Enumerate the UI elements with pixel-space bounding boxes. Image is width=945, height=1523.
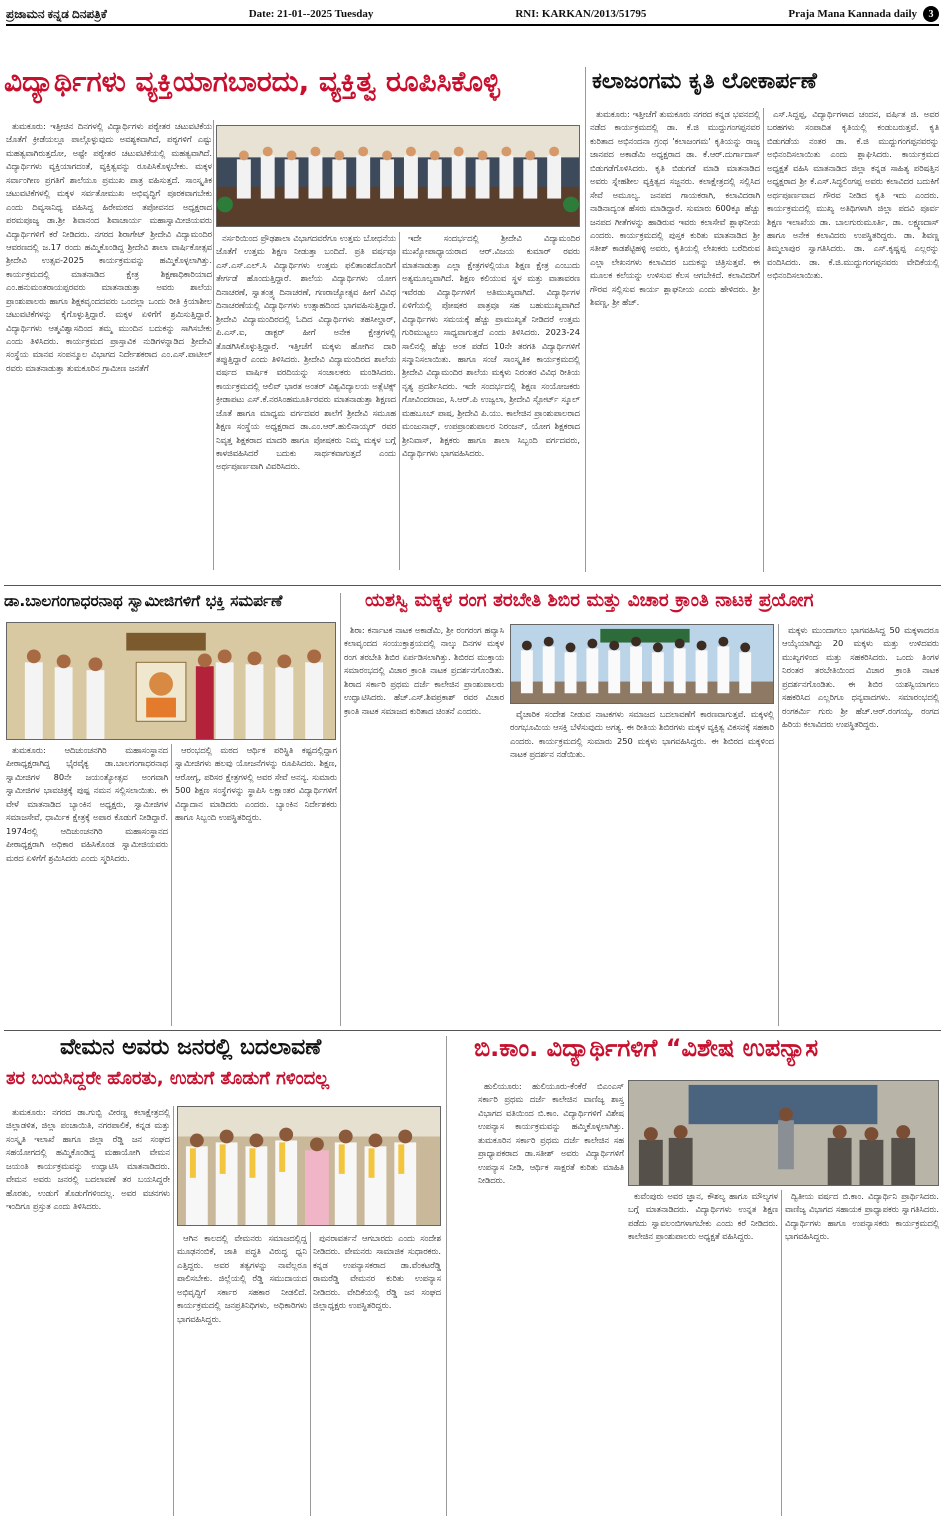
story2-col2-text: ಎಸ್.ಸಿದ್ದಪ್ಪ, ವಿದ್ಯಾರ್ಥಿಗಳಾದ ಚಂದನ, ವರ್ಷಿತ ಜಿ. ಅವರ ಬರಹಗಳು ಸಂಪಾದಿತ ಕೃತಿಯಲ್ಲಿ ಕಂಡುಬರುತ್ತವೆ. ಕೃತಿ ಬಿಡುಗಡೆಯ ನಂತರ ಡಾ. ಕೆ.ಜಿ ಮುದ್ದುಗಂಗಪ್ಪನವರನ್ನು ಅಭಿನಂದಿಸಲಾಯಿತು ಎಂದು ಶ್ಲಾಘಿಸಿದರು. ಕಾರ್ಯಕ್ರಮದ ಅಧ್ಯಕ್ಷತೆ ವಹಿಸಿ ಮಾತನಾಡಿದ ಜಿಲ್ಲಾ ಕನ್ನಡ ಸಾಹಿತ್ಯ ಪರಿಷತ್ತಿನ ಅಧ್ಯಕ್ಷರಾದ ಶ್ರೀ ಕೆ.ಎಸ್.ಸಿದ್ಧಲಿಂಗಪ್ಪ ಅವರು ಕಲಾವಿದರ ಬದುಕಿಗೆ ಅರ್ಥಪೂರ್ಣವಾದ ಗೌರವ ನೀಡಿದ ಕೃತಿ ಇದು ಎಂದರು. ಕಾರ್ಯಕ್ರಮದಲ್ಲಿ ಮುಖ್ಯ ಅತಿಥಿಗಳಾಗಿ ಜಿಲ್ಲಾ ಪದವಿ ಪೂರ್ವ ಶಿಕ್ಷಣ ಇಲಾಖೆಯ ಡಾ. ಬಾಲಗುರುಮೂರ್ತಿ, ಡಾ. ಲಕ್ಷ್ಮಣದಾಸ್ ಹಾಗೂ ಅನೇಕ ಕಲಾವಿದರು ಉಪಸ್ಥಿತರಿದ್ದರು. ಡಾ. ಶಿವಣ್ಣ ತಿಮ್ಮಲಾಪುರ ಸ್ವಾಗತಿಸಿದರು. ಡಾ. ಎಸ್.ಕೃಷ್ಣಪ್ಪ ಎಲ್ಲರನ್ನು ವಂದಿಸಿದರು. ಡಾ. ಕೆ.ಜಿ.ಮುದ್ದುಗಂಗಪ್ಪನವರು ವೇದಿಕೆಯಲ್ಲಿ ಅಭಿನಂದಿಸಲಾಯಿತು. xyxy=(767,109,939,281)
story3-column-2 xyxy=(175,744,337,1026)
column-rule xyxy=(340,593,341,1026)
story3-col1-text: ತುಮಕೂರು: ಆದಿಚುಂಚನಗಿರಿ ಮಹಾಸಂಸ್ಥಾನದ ಪೀಠಾಧ್ಯಕ್ಷರಾಗಿದ್ದ ಭೈರವೈಕ್ಯ ಡಾ.ಬಾಲಗಂಗಾಧರನಾಥ ಸ್ವಾಮೀಜಿಗಳ 80ನೇ ಜಯಂತ್ಯೋತ್ಸವ ಅಂಗವಾಗಿ ಸ್ವಾಮೀಜಿಗಳ ಭಾವಚಿತ್ರಕ್ಕೆ ಪುಷ್ಪ ನಮನ ಸಲ್ಲಿಸಲಾಯಿತು. ಈ ವೇಳೆ ಮಾತನಾಡಿದ ಬ್ಯಾಂಕಿನ ಅಧ್ಯಕ್ಷರು, ಸ್ವಾಮೀಜಿಗಳ ಸಮಾಜಸೇವೆ, ಧಾರ್ಮಿಕ ಕ್ಷೇತ್ರಕ್ಕೆ ಅಪಾರ ಕೊಡುಗೆ ನೀಡಿದ್ದಾರೆ. 1974ರಲ್ಲಿ ಆದಿಚುಂಚನಗಿರಿ ಮಹಾಸಂಸ್ಥಾನದ ಪೀಠಾಧ್ಯಕ್ಷರಾಗಿ ಅಧಿಕಾರ ವಹಿಸಿಕೊಂಡ ಸ್ವಾಮೀಜಿಯವರು ಮಠದ ಏಳಿಗೆಗೆ ಶ್ರಮಿಸಿದರು ಎಂದು ಸ್ಮರಿಸಿದರು. xyxy=(6,745,168,863)
story6-column-2 xyxy=(628,1190,778,1516)
column-rule xyxy=(446,1036,447,1516)
story3-column-1 xyxy=(6,744,168,1026)
section-rule xyxy=(4,1030,941,1031)
story6-column-3 xyxy=(785,1190,939,1516)
story4-headline: ಯಶಸ್ವಿ ಮಕ್ಕಳ ರಂಗ ತರಬೇತಿ ಶಿಬಿರ ಮತ್ತು ವಿಚಾರ ಕ್ರಾಂತಿ ನಾಟಕ ಪ್ರಯೋಗ xyxy=(365,591,814,611)
story4-col3-text: ಮಕ್ಕಳು ಮುಂದಾಗಲು ಭಾಗವಹಿಸಿದ್ದ 50 ಮಕ್ಕಳಾದರೂ ಆಯ್ಕೆಯಾಗಿದ್ದು 20 ಮಕ್ಕಳು ಮತ್ತು ಉಳಿದವರು ಮುಖ್ಯಗಳಿಂದ ಮತ್ತು ಸಹಕರಿಸಿದರು. ಒಂದು ತಿಂಗಳ ನಿರಂತರ ತರಬೇತಿಯಿಂದ ವಿಚಾರ ಕ್ರಾಂತಿ ನಾಟಕ ಪ್ರದರ್ಶನಗೊಂಡಿತು. ಈ ಶಿಬಿರ ಯಶಸ್ವಿಯಾಗಲು ಸಹಕರಿಸಿದ ಎಲ್ಲರಿಗೂ ಧನ್ಯವಾದಗಳು. ಸಮಾರಂಭದಲ್ಲಿ ರಂಗಕರ್ಮಿ ಗುರು ಶ್ರೀ ಹೆಚ್.ಆರ್.ರಂಗಯ್ಯ, ರಂಗದ ಹಿರಿಯ ಕಲಾವಿದರು ಉಪಸ್ಥಿತರಿದ್ದರು. xyxy=(782,625,939,730)
section-rule xyxy=(4,585,941,586)
story6-col3-text: ದ್ವಿತೀಯ ವರ್ಷದ ಬಿ.ಕಾಂ. ವಿದ್ಯಾರ್ಥಿನಿ ಪ್ರಾರ್ಥಿಸಿದರು. ವಾಣಿಜ್ಯ ವಿಭಾಗದ ಸಹಾಯಕ ಪ್ರಾಧ್ಯಾಪಕರು ಸ್ವಾಗತಿಸಿದರು. ವಿದ್ಯಾರ್ಥಿಗಳು ಹಾಗೂ ಉಪನ್ಯಾಸಕರು ಕಾರ್ಯಕ್ರಮದಲ್ಲಿ ಭಾಗವಹಿಸಿದ್ದರು. xyxy=(785,1191,939,1242)
column-rule xyxy=(310,1232,311,1516)
story6-col1-text: ಹುಲಿಯೂರು: ಹುಲಿಯೂರು-ಕೆಂಕೆರೆ ಬಿಎಂಎಸ್ ಸರ್ಕಾರಿ ಪ್ರಥಮ ದರ್ಜೆ ಕಾಲೇಜಿನ ವಾಣಿಜ್ಯ ಶಾಸ್ತ್ರ ವಿಭಾಗದ ವತಿಯಿಂದ ಬಿ.ಕಾಂ. ವಿದ್ಯಾರ್ಥಿಗಳಿಗೆ ವಿಶೇಷ ಉಪನ್ಯಾಸ ಕಾರ್ಯಕ್ರಮವನ್ನು ಹಮ್ಮಿಕೊಳ್ಳಲಾಗಿತ್ತು. ತುಮಕೂರಿನ ಸರ್ಕಾರಿ ಪ್ರಥಮ ದರ್ಜೆ ಕಾಲೇಜಿನ ಸಹ ಪ್ರಾಧ್ಯಾಪಕರಾದ ಡಾ.ಸತೀಶ್ ಅವರು ವಿದ್ಯಾರ್ಥಿಗಳಿಗೆ ಉಪನ್ಯಾಸ ನೀಡಿ, ಆರ್ಥಿಕ ಸಾಕ್ಷರತೆ ಕುರಿತು ಮಾಹಿತಿ ನೀಡಿದರು. xyxy=(478,1081,624,1186)
story1-col2-text: ನರ್ಸರಿಯಿಂದ ಪ್ರೌಢಶಾಲಾ ವಿಭಾಗದವರೆಗೂ ಉತ್ತಮ ಬೋಧನೆಯ ಜೊತೆಗೆ ಉತ್ತಮ ಶಿಕ್ಷಣ ನೀಡುತ್ತಾ ಬಂದಿದೆ. ಪ್ರತಿ ವರ್ಷವೂ ಎಸ್.ಎಸ್.ಎಲ್.ಸಿ ವಿದ್ಯಾರ್ಥಿಗಳು ಉತ್ತಮ ಫಲಿತಾಂಶದೊಂದಿಗೆ ತೇರ್ಗಡೆ ಹೊಂದುತ್ತಿದ್ದಾರೆ. ಶಾಲೆಯ ವಿದ್ಯಾರ್ಥಿಗಳು ಯೋಗ ದಿನಾಚರಣೆ, ಸ್ವಾತಂತ್ರ್ಯ ದಿನಾಚರಣೆ, ಗಣರಾಜ್ಯೋತ್ಸವ ಹೀಗೆ ವಿವಿಧ ದಿನಾಚರಣೆಯಲ್ಲಿ ವಿದ್ಯಾರ್ಥಿಗಳು ಉತ್ಸಾಹದಿಂದ ಭಾಗವಹಿಸುತ್ತಿದ್ದಾರೆ. ಶ್ರೀದೇವಿ ವಿದ್ಯಾಮಂದಿರದಲ್ಲಿ ಓದಿದ ವಿದ್ಯಾರ್ಥಿಗಳು ತಹಸೀಲ್ದಾರ್, ಪಿ.ಎಸ್.ಐ, ಡಾಕ್ಟರ್ ಹೀಗೆ ಅನೇಕ ಕ್ಷೇತ್ರಗಳಲ್ಲಿ ತೊಡಗಿಸಿಕೊಳ್ಳುತ್ತಿದ್ದಾರೆ. ಇತ್ತೀಚೆಗೆ ಮಕ್ಕಳು ಹೋಗಿನ ದಾರಿ ತಪ್ಪುತ್ತಿದ್ದಾರೆ ಎಂದು ತಿಳಿಸಿದರು. ಶ್ರೀದೇವಿ ವಿದ್ಯಾಮಂದಿರದ ಶಾಲೆಯ ವರ್ಷದ ವಾರ್ಷಿಕ ವರದಿಯನ್ನು ಸಂಚಾಲಕರು ಮಂಡಿಸಿದರು. ಕಾರ್ಯಕ್ರಮದಲ್ಲಿ ಆಲಿವ್ ಭಾರತ ಅಂತರ್ ವಿಶ್ವವಿದ್ಯಾಲಯ ಅತ್ಲೆಟಿಕ್ಸ್ ಕ್ರೀಡಾಪಟು ಎಸ್.ಕೆ.ನರಸಿಂಹಮೂರ್ತಿರವರು ಮಾತನಾಡುತ್ತಾ ಶಿಕ್ಷಣದ ಜೊತೆ ಹಾಗೂ ಮಾಧ್ಯಮ ವರ್ಗದವರ ಶಾಲೆಗೆ ಶ್ರೀದೇವಿ ಸಮೂಹ ಶಿಕ್ಷಣ ಸಂಸ್ಥೆಯ ಅಧ್ಯಕ್ಷರಾದ ಡಾ.ಎಂ.ಆರ್.ಹುಲಿನಾಯ್ಕರ್ ರವರ ನಿವೃತ್ತ ಶಿಕ್ಷಕರಾದ ಮಾದರಿ ಹಾಗೂ ಪೋಷಕರು ನಿಮ್ಮ ಮಕ್ಕಳ ಬಗ್ಗೆ ಕಾಳಜಿವಹಿಸಿದರೆ ಬದುಕು ಸಾರ್ಥಕವಾಗುತ್ತದೆ ಎಂದು ಅರ್ಥಪೂರ್ಣವಾಗಿ ವಿವರಿಸಿದರು. xyxy=(216,233,396,472)
story2-col1-text: ತುಮಕೂರು: ಇತ್ತೀಚೆಗೆ ತುಮಕೂರು ನಗರದ ಕನ್ನಡ ಭವನದಲ್ಲಿ ನಡೆದ ಕಾರ್ಯಕ್ರಮದಲ್ಲಿ ಡಾ. ಕೆ.ಜಿ ಮುದ್ದುಗಂಗಪ್ಪನವರ ಕುರಿತಾದ ಅಭಿನಂದನಾ ಗ್ರಂಥ 'ಕಲಾಜಂಗಮ' ಕೃತಿಯನ್ನು ರಾಜ್ಯ ಜಾನಪದ ಅಕಾಡೆಮಿ ಅಧ್ಯಕ್ಷರಾದ ಡಾ. ಕೆ.ಆರ್.ದುರ್ಗಾದಾಸ್ ಬಿಡುಗಡೆಗೊಳಿಸಿದರು. ಕೃತಿ ಬಿಡುಗಡೆ ಮಾಡಿ ಮಾತನಾಡಿದ ಅವರು ಸ್ನೇಹಶೀಲ ವ್ಯಕ್ತಿತ್ವದ ಸಜ್ಜನರು. ಕಲಾಕ್ಷೇತ್ರದಲ್ಲಿ ಸಲ್ಲಿಸಿದ ಸೇವೆ ಅಮೂಲ್ಯ. ಜನಪದ ಗಾಯಕರಾಗಿ, ಕಲಾವಿದರಾಗಿ ನಾಡಿನಾದ್ಯಂತ ಹೆಸರು ಮಾಡಿದ್ದಾರೆ. ಸುಮಾರು 600ಕ್ಕೂ ಹೆಚ್ಚು ಜನಪದ ಗೀತೆಗಳನ್ನು ಹಾಡಿರುವ ಇವರು ಕಲಾಸೇವೆ ಶ್ಲಾಘನೀಯ ಎಂದರು. ಕಾರ್ಯಕ್ರಮದಲ್ಲಿ ಪುಸ್ತಕ ಕುರಿತು ಮಾತನಾಡಿದ ಶ್ರೀ ಸತೀಶ್ ಕಾಡಶೆಟ್ಟಿಹಳ್ಳಿ ಅವರು, ಕೃತಿಯಲ್ಲಿ ಲೇಖಕರು ಬರೆದಿರುವ ಎಲ್ಲಾ ಲೇಖನಗಳು ಕಲಾವಿದರ ಬದುಕನ್ನು ಚಿತ್ರಿಸುತ್ತವೆ. ಈ ಮೂಲಕ ಕಲೆಯನ್ನು ಉಳಿಸುವ ಕೆಲಸ ಆಗಬೇಕಿದೆ. ಕಲಾವಿದರಿಗೆ ಗೌರವ ಸಲ್ಲಿಸುವ ಕಾರ್ಯ ಶ್ಲಾಘನೀಯ ಎಂದು ಹೇಳಿದರು. ಶ್ರೀ ಶಿವಣ್ಣ, ಶ್ರೀ ಹೆಚ್. xyxy=(590,109,760,308)
story5-col2-text: ಆಗಿನ ಕಾಲದಲ್ಲಿ ವೇಮನರು ಸಮಾಜದಲ್ಲಿದ್ದ ಮೂಢನಂಬಿಕೆ, ಜಾತಿ ಪದ್ಧತಿ ವಿರುದ್ಧ ಧ್ವನಿ ಎತ್ತಿದ್ದರು. ಅವರ ತತ್ವಗಳನ್ನು ನಾವೆಲ್ಲರೂ ಪಾಲಿಸಬೇಕು. ಜಿಲ್ಲೆಯಲ್ಲಿ ರೆಡ್ಡಿ ಸಮುದಾಯದ ಅಭಿವೃದ್ಧಿಗೆ ಸರ್ಕಾರ ಸಹಕಾರ ನೀಡಲಿದೆ. ಕಾರ್ಯಕ್ರಮದಲ್ಲಿ ಜನಪ್ರತಿನಿಧಿಗಳು, ಅಧಿಕಾರಿಗಳು ಭಾಗವಹಿಸಿದ್ದರು. xyxy=(177,1233,307,1324)
story6-headline: ಬಿ.ಕಾಂ. ವಿದ್ಯಾರ್ಥಿಗಳಿಗೆ “ವಿಶೇಷ ಉಪನ್ಯಾಸ xyxy=(474,1036,819,1062)
story4-column-2 xyxy=(510,708,774,1026)
story5-photo xyxy=(177,1106,441,1226)
column-rule xyxy=(781,1190,782,1516)
story4-column-3 xyxy=(782,624,939,1026)
story5-col3-text: ಪುನರಾವರ್ತನೆ ಆಗಬಾರದು ಎಂದು ಸಂದೇಶ ನೀಡಿದರು. ವೇಮನರು ಸಾಮಾಜಿಕ ಸುಧಾರಕರು. ಕನ್ನಡ ಉಪನ್ಯಾಸಕರಾದ ಡಾ.ವೆಂಕಟರೆಡ್ಡಿ ರಾಮರೆಡ್ಡಿ ವೇಮನರ ಕುರಿತು ಉಪನ್ಯಾಸ ನೀಡಿದರು. ವೇದಿಕೆಯಲ್ಲಿ ರೆಡ್ಡಿ ಜನ ಸಂಘದ ಜಿಲ್ಲಾಧ್ಯಕ್ಷರು ಉಪಸ್ಥಿತರಿದ್ದರು. xyxy=(313,1233,441,1311)
story4-column-1 xyxy=(344,624,504,1026)
story1-photo xyxy=(216,125,580,227)
issue-date: Date: 21-01--2025 Tuesday xyxy=(248,8,374,20)
story4-col1-text: ಶಿರಾ: ಕರ್ನಾಟಕ ನಾಟಕ ಅಕಾಡೆಮಿ, ಶ್ರೀ ರಂಗರಂಗ ಹವ್ಯಾಸಿ ಕಲಾವೃಂದದ ಸಂಯುಕ್ತಾಶ್ರಯದಲ್ಲಿ ನಾಲ್ಕು ದಿನಗಳ ಮಕ್ಕಳ ರಂಗ ತರಬೇತಿ ಶಿಬಿರ ಏರ್ಪಡಿಸಲಾಗಿತ್ತು. ಶಿಬಿರದ ಮುಕ್ತಾಯ ಸಮಾರಂಭದಲ್ಲಿ ವಿಚಾರ ಕ್ರಾಂತಿ ನಾಟಕ ಪ್ರದರ್ಶನಗೊಂಡಿತು. ಶಿರಾದ ಸರ್ಕಾರಿ ಪ್ರಥಮ ದರ್ಜೆ ಕಾಲೇಜಿನ ಪ್ರಾಂಶುಪಾಲರು ಉದ್ಘಾಟಿಸಿದರು. ಹೆಚ್.ಎಸ್.ಶಿವಪ್ರಕಾಶ್ ರವರ ವಿಚಾರ ಕ್ರಾಂತಿ ನಾಟಕ ಸಮಾಜದ ಕುರಿತಾದ ಚಿಂತನೆ ಎಂದರು. xyxy=(344,625,504,716)
column-rule xyxy=(399,232,400,570)
story2-column-2 xyxy=(767,108,939,572)
story6-photo xyxy=(628,1080,939,1186)
column-rule xyxy=(585,67,586,572)
story5-subhead: ತರ ಬಯಸಿದ್ದರೇ ಹೊರತು, ಉಡುಗೆ ತೊಡುಗೆ ಗಳಿಂದಲ್ಲ xyxy=(6,1070,330,1089)
column-rule xyxy=(171,744,172,1026)
story1-column-1 xyxy=(6,120,212,570)
page-number: 3 xyxy=(923,6,939,22)
newspaper-name: Praja Mana Kannada daily xyxy=(788,8,917,20)
story3-col2-text: ಆರಂಭದಲ್ಲಿ ಮಠದ ಆರ್ಥಿಕ ಪರಿಸ್ಥಿತಿ ಕಷ್ಟದಲ್ಲಿದ್ದಾಗ ಸ್ವಾಮೀಜಿಗಳು ಹಲವು ಯೋಜನೆಗಳನ್ನು ರೂಪಿಸಿದರು. ಶಿಕ್ಷಣ, ಆರೋಗ್ಯ, ಪರಿಸರ ಕ್ಷೇತ್ರಗಳಲ್ಲಿ ಅವರ ಸೇವೆ ಅನನ್ಯ. ಸುಮಾರು 500 ಶಿಕ್ಷಣ ಸಂಸ್ಥೆಗಳನ್ನು ಸ್ಥಾಪಿಸಿ ಲಕ್ಷಾಂತರ ವಿದ್ಯಾರ್ಥಿಗಳಿಗೆ ವಿದ್ಯಾದಾನ ಮಾಡಿದರು ಎಂದರು. ಬ್ಯಾಂಕಿನ ನಿರ್ದೇಶಕರು ಹಾಗೂ ಸಿಬ್ಬಂದಿ ಉಪಸ್ಥಿತರಿದ್ದರು. xyxy=(175,745,337,823)
story2-headline: ಕಲಾಜಂಗಮ ಕೃತಿ ಲೋಕಾರ್ಪಣೆ xyxy=(592,70,817,94)
story1-col1-text: ತುಮಕೂರು: ಇತ್ತೀಚಿನ ದಿನಗಳಲ್ಲಿ ವಿದ್ಯಾರ್ಥಿಗಳು ಪಠ್ಯೇತರ ಚಟುವಟಿಕೆಯ ಜೊತೆಗೆ ಕ್ರೀಡೆಯಲ್ಲೂ ಪಾಲ್ಗೊಳ್ಳುವುದು ಅವಶ್ಯಕವಾಗಿದೆ, ಪಠ್ಯಗಳಿಗೆ ಎಷ್ಟು ಮಹತ್ವವಾಗಿರುತ್ತದೋ, ಅಷ್ಟೇ ಪಠ್ಯೇತರ ಚಟುವಟಿಕೆಯಲ್ಲಿ ಮಹತ್ವವಾಗಿದೆ. ವಿದ್ಯಾರ್ಥಿಗಳು ವ್ಯಕ್ತಿಯಾಗದಂತೆ, ವ್ಯಕ್ತಿತ್ವವನ್ನು ರೂಪಿಸಿಕೊಳ್ಳಬೇಕು. ಮಕ್ಕಳ ಸರ್ವಾಂಗೀಣ ಪ್ರಗತಿಗೆ ಶಾಲೆಯೂ ಪ್ರಮುಖ ಪಾತ್ರ ವಹಿಸುತ್ತದೆ. ಸಾಂಸ್ಕೃತಿಕ ಚಟುವಟಿಕೆಗಳಲ್ಲಿ ಮಕ್ಕಳ ಸರ್ವತೋಮುಖ ಅಭಿವೃದ್ಧಿಗೆ ಪೂರಕವಾಗಬೇಕು ಎಂದು ದಿವ್ಯಸಾನಿಧ್ಯ ವಹಿಸಿದ್ದ ಹಿರೇಮಠದ ತಪೋವನದ ಅಧ್ಯಕ್ಷರಾದ ಪರಮಪೂಜ್ಯ ಡಾ.ಶ್ರೀ ಶಿವಾನಂದ ಶಿವಾಚಾರ್ಯ ಮಹಾಸ್ವಾಮೀಜಿಯವರು ವಿದ್ಯಾರ್ಥಿಗಳಿಗೆ ಕರೆ ನೀಡಿದರು. ನಗರದ ಶಿರಾಗೇಟ್ ಶ್ರೀದೇವಿ ವಿದ್ಯಾಮಂದಿರ ಆವರಣದಲ್ಲಿ ಜ.17 ರಂದು ಹಮ್ಮಿಕೊಂಡಿದ್ದ ಶ್ರೀದೇವಿ ಶಾಲಾ ವಾರ್ಷಿಕೋತ್ಸವ ಶ್ರೀದೇವಿ ಉತ್ಸವ-2025 ಕಾರ್ಯಕ್ರಮವನ್ನು ಹಮ್ಮಿಕೊಳ್ಳಲಾಗಿತ್ತು. ಕಾರ್ಯಕ್ರಮದಲ್ಲಿ ಮಾತನಾಡಿದ ಕ್ಷೇತ್ರ ಶಿಕ್ಷಣಾಧಿಕಾರಿಯಾದ ಎಂ.ಹನುಮಂತರಾಯಪ್ಪರವರು ಮಾತನಾಡುತ್ತಾ ಅವರು ಶಾಲೆಯ ಪ್ರಾಂಶುಪಾಲರು ಹಾಗೂ ಶಿಕ್ಷಕವೃಂದದವರು ಒಂದಲ್ಲಾ ಒಂದು ರೀತಿ ಕ್ರಿಯಾಶೀಲ ಚಟುವಟಿಕೆಗಳನ್ನು ಕೈಗೊಳ್ಳುತ್ತಿದ್ದಾರೆ. ಮಕ್ಕಳ ಏಳಿಗೆಗೆ ಶ್ರಮಿಸುತ್ತಿದ್ದಾರೆ. ವಿದ್ಯಾರ್ಥಿಗಳು ಆತ್ಮವಿಶ್ವಾಸದಿಂದ ತಮ್ಮ ಮುಂದಿನ ಬದುಕನ್ನು ಸಾಗಿಸಬೇಕು ಎಂದು ತಿಳಿಸಿದರು. ಕಾರ್ಯಕ್ರಮದ ಪ್ರಾಸ್ತಾವಿಕ ನುಡಿಗಳನ್ನಾಡಿದ ಶ್ರೀದೇವಿ ಸಂಸ್ಥೆಯ ಮಾನವ ಸಂಪನ್ಮೂಲ ವಿಭಾಗದ ನಿರ್ದೇಶಕರಾದ ಎಂ.ಎಸ್.ಪಾಟೀಲ್ ರವರು ಮಾತನಾಡುತ್ತಾ ತುಮಕೂರಿನ ಗ್ರಾಮೀಣ ಜನತೆಗೆ xyxy=(6,121,212,373)
story6-col2-text: ಕುವೆಂಪುರು ಅವರ ಜ್ಞಾನ, ಕೌಶಲ್ಯ ಹಾಗೂ ಮೌಲ್ಯಗಳ ಬಗ್ಗೆ ಮಾತನಾಡಿದರು. ವಿದ್ಯಾರ್ಥಿಗಳು ಉನ್ನತ ಶಿಕ್ಷಣ ಪಡೆದು ಸ್ವಾವಲಂಬಿಗಳಾಗಬೇಕು ಎಂದು ಕರೆ ನೀಡಿದರು. ಕಾಲೇಜಿನ ಪ್ರಾಂಶುಪಾಲರು ಅಧ್ಯಕ್ಷತೆ ವಹಿಸಿದ್ದರು. xyxy=(628,1191,778,1242)
story2-column-1 xyxy=(590,108,760,572)
story3-photo xyxy=(6,622,336,740)
column-rule xyxy=(213,120,214,570)
story5-headline: ವೇಮನ ಅವರು ಜನರಲ್ಲಿ ಬದಲಾವಣೆ xyxy=(60,1036,322,1060)
story5-column-3 xyxy=(313,1232,441,1516)
story5-column-1 xyxy=(6,1106,170,1516)
story1-column-3 xyxy=(402,232,580,570)
column-rule xyxy=(763,108,764,572)
story1-headline: ವಿದ್ಯಾರ್ಥಿಗಳು ವ್ಯಕ್ತಿಯಾಗಬಾರದು, ವ್ಯಕ್ತಿತ್ವ ರೂಪಿಸಿಕೊಳ್ಳಿ xyxy=(4,67,501,98)
story4-col2-text: ವೈಚಾರಿಕ ಸಂದೇಶ ನೀಡುವ ನಾಟಕಗಳು ಸಮಾಜದ ಬದಲಾವಣೆಗೆ ಕಾರಣವಾಗುತ್ತವೆ. ಮಕ್ಕಳಲ್ಲಿ ರಂಗಭೂಮಿಯ ಆಸಕ್ತಿ ಬೆಳೆಸುವುದು ಅಗತ್ಯ. ಈ ರೀತಿಯ ಶಿಬಿರಗಳು ಮಕ್ಕಳ ವ್ಯಕ್ತಿತ್ವ ವಿಕಸನಕ್ಕೆ ಸಹಕಾರಿ ಎಂದರು. ಕಾರ್ಯಕ್ರಮದಲ್ಲಿ ಸುಮಾರು 250 ಮಕ್ಕಳು ಭಾಗವಹಿಸಿದ್ದರು. ಈ ಶಿಬಿರದ ಮಕ್ಕಳಿಂದ ನಾಟಕ ಪ್ರದರ್ಶನ ನಡೆಯಿತು. xyxy=(510,709,774,760)
story5-col1-text: ತುಮಕೂರು: ನಗರದ ಡಾ.ಗುಬ್ಬಿ ವೀರಣ್ಣ ಕಲಾಕ್ಷೇತ್ರದಲ್ಲಿ ಜಿಲ್ಲಾಡಳಿತ, ಜಿಲ್ಲಾ ಪಂಚಾಯಿತಿ, ನಗರಪಾಲಿಕೆ, ಕನ್ನಡ ಮತ್ತು ಸಂಸ್ಕೃತಿ ಇಲಾಖೆ ಹಾಗೂ ಜಿಲ್ಲಾ ರೆಡ್ಡಿ ಜನ ಸಂಘದ ಸಹಯೋಗದಲ್ಲಿ ಹಮ್ಮಿಕೊಂಡಿದ್ದ ಮಹಾಯೋಗಿ ವೇಮನ ಜಯಂತಿ ಕಾರ್ಯಕ್ರಮವನ್ನು ಉದ್ಘಾಟಿಸಿ ಮಾತನಾಡಿದರು. ವೇಮನ ಅವರು ಜನರಲ್ಲಿ ಬದಲಾವಣೆ ತರ ಬಯಸಿದ್ದರೇ ಹೊರತು, ಉಡುಗೆ ತೊಡುಗೆಗಳಿಂದಲ್ಲ. ಅವರ ವಚನಗಳು ಇಂದಿಗೂ ಪ್ರಸ್ತುತ ಎಂದು ತಿಳಿಸಿದರು. xyxy=(6,1107,170,1212)
masthead xyxy=(6,4,939,26)
story1-col3-text: ಇದೇ ಸಂದರ್ಭದಲ್ಲಿ ಶ್ರೀದೇವಿ ವಿದ್ಯಾಮಂದಿರ ಮುಖ್ಯೋಪಾಧ್ಯಾಯರಾದ ಆರ್.ವಿಜಯ ಕುಮಾರ್ ರವರು ಮಾತನಾಡುತ್ತಾ ಎಲ್ಲಾ ಕ್ಷೇತ್ರಗಳಲ್ಲಿಯೂ ಶಿಕ್ಷಣ ಕ್ಷೇತ್ರ ಎಂಬುದು ಅತ್ಯಮೂಲ್ಯವಾಗಿದೆ. ಶಿಕ್ಷಣ ಕಲಿಯುವ ಸ್ಥಳ ಮತ್ತು ವಾತಾವರಣ ಇವೆರಡು ವಿದ್ಯಾರ್ಥಿಗಳಿಗೆ ಅತಿಮುಖ್ಯವಾಗಿದೆ. ವಿದ್ಯಾರ್ಥಿಗಳ ಏಳಿಗೆಯಲ್ಲಿ ಪೋಷಕರ ಪಾತ್ರವೂ ಸಹ ಬಹುಮುಖ್ಯವಾಗಿದೆ ವಿದ್ಯಾರ್ಥಿಗಳು ಸಮಯಕ್ಕೆ ಹೆಚ್ಚು ಪ್ರಾಮುಖ್ಯತೆ ನೀಡಿದರೆ ಉತ್ತಮ ಗುರಿಮುಟ್ಟಲು ಸಾಧ್ಯವಾಗುತ್ತದೆ ಎಂದು ತಿಳಿಸಿದರು. 2023-24 ಸಾಲಿನಲ್ಲಿ ಹೆಚ್ಚು ಅಂಕ ಪಡೆದ 10ನೇ ತರಗತಿ ವಿದ್ಯಾರ್ಥಿಗಳಿಗೆ ಸನ್ಮಾನಿಸಲಾಯಿತು. ಹಾಗೂ ಸಂಜೆ ಸಾಂಸ್ಕೃತಿಕ ಕಾರ್ಯಕ್ರಮದಲ್ಲಿ ಶ್ರೀದೇವಿ ವಿದ್ಯಾಮಂದಿರ ಶಾಲೆಯ ಮಕ್ಕಳು ನಿರಂತರ ವಿವಿಧ ರೀತಿಯ ನೃತ್ಯ ಪ್ರದರ್ಶಿಸಿದರು. ಇದೇ ಸಂದರ್ಭದಲ್ಲಿ ಶಿಕ್ಷಣ ಸಂಯೋಜಕರು ಗೋವಿಂದರಾಜು, ಸಿ.ಆರ್.ಪಿ ಉಜ್ವಲಾ, ಶ್ರೀದೇವಿ ಸ್ಪೋರ್ಟ್ ಸ್ಕೂಲ್ ಮಹಬೂಬ್ ಪಾಷ, ಶ್ರೀದೇವಿ ಪಿ.ಯು. ಕಾಲೇಜಿನ ಪ್ರಾಂಶುಪಾಲರಾದ ಮಂಜುನಾಥ್, ಉಪಪ್ರಾಂಶುಪಾಲರ ನಿರಂಜನ್, ಯೋಗ ಶಿಕ್ಷಕರಾದ ಶ್ರೀನಿವಾಸ್, ಶಿಕ್ಷಕರು ಹಾಗೂ ಶಾಲಾ ಸಿಬ್ಬಂದಿ ವರ್ಗದವರು, ವಿದ್ಯಾರ್ಥಿಗಳು ಭಾಗವಹಿಸಿದರು. xyxy=(402,233,580,458)
column-rule xyxy=(778,624,779,1026)
story3-headline: ಡಾ.ಬಾಲಗಂಗಾಧರನಾಥ ಸ್ವಾಮೀಜಿಗಳಿಗೆ ಭಕ್ತಿ ಸಮರ್ಪಣೆ xyxy=(4,593,283,610)
newspaper-logo: ಪ್ರಜಾಮನ ಕನ್ನಡ ದಿನಪತ್ರಿಕೆ xyxy=(6,6,107,21)
rni-number: RNI: KARKAN/2013/51795 xyxy=(515,8,647,20)
story5-column-2 xyxy=(177,1232,307,1516)
story1-column-2 xyxy=(216,232,396,570)
story6-column-1 xyxy=(478,1080,624,1516)
column-rule xyxy=(173,1106,174,1516)
story4-photo xyxy=(510,624,774,704)
